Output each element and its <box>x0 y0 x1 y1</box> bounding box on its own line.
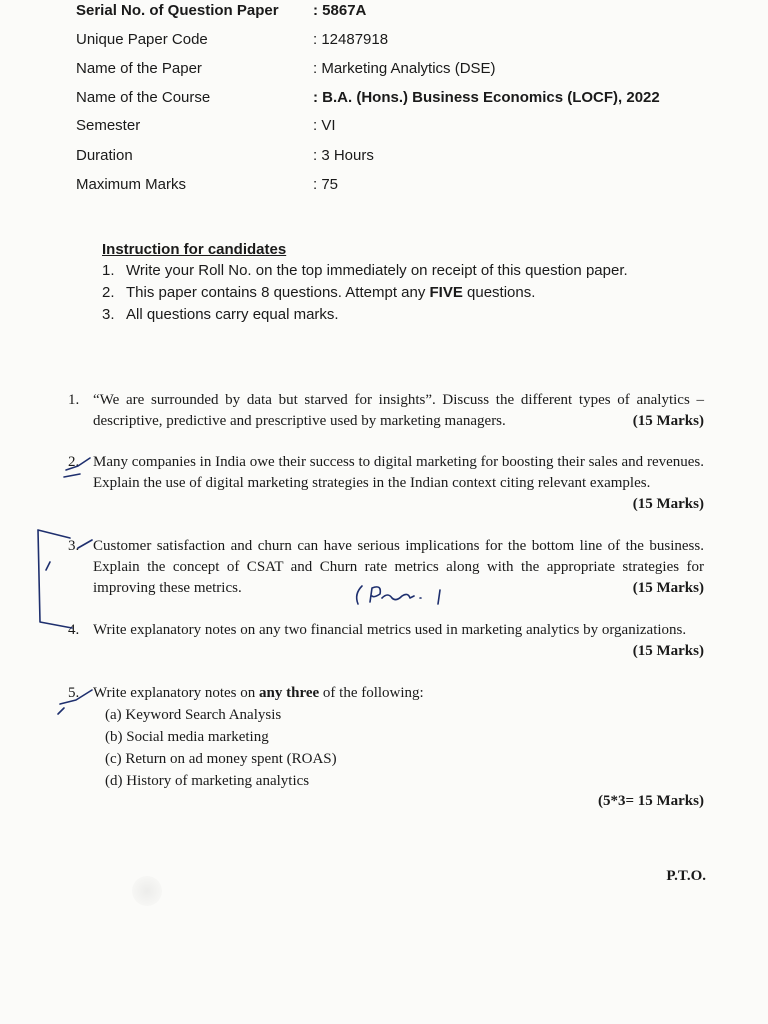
instruction-item <box>102 260 702 282</box>
q3-ink-dot <box>46 562 50 570</box>
instructions-list <box>102 260 702 326</box>
instruction-text: All questions carry equal marks. <box>126 306 339 323</box>
question-1 <box>68 390 704 432</box>
instruction-text: Write your Roll No. on the top immediately on receipt of this question paper. <box>126 262 628 279</box>
instruction-text-end: questions. <box>462 284 536 301</box>
question-text <box>93 620 704 659</box>
question-number: 2. <box>68 454 80 470</box>
pto-label: P.T.O. <box>666 868 706 884</box>
question-5-text-end: of the following: <box>319 685 424 701</box>
question-text <box>93 536 704 599</box>
question-number: 3. <box>68 538 80 554</box>
duration-row <box>76 145 736 167</box>
question-3 <box>68 536 704 599</box>
question-5-emphasis: any three <box>259 685 320 701</box>
sub-question-a: (a) Keyword Search Analysis <box>105 707 282 723</box>
paper-name-label: Name of the Paper <box>76 60 202 77</box>
instruction-number: 3. <box>102 306 115 323</box>
q5-ink-stroke <box>58 708 64 714</box>
course-name-row <box>76 87 736 109</box>
semester-value: : VI <box>313 117 336 134</box>
paper-name-row <box>76 58 736 80</box>
question-5 <box>68 683 704 813</box>
max-marks-label: Maximum Marks <box>76 176 187 193</box>
instruction-number: 2. <box>102 284 115 301</box>
question-number: 5. <box>68 685 80 701</box>
question-text <box>93 683 704 704</box>
q3-bracket-mark <box>38 530 72 628</box>
question-number: 4. <box>68 622 80 638</box>
instruction-item <box>102 282 702 304</box>
paper-code-label: Unique Paper Code <box>76 31 208 48</box>
sub-question-c: (c) Return on ad money spent (ROAS) <box>105 751 337 767</box>
question-number: 1. <box>68 392 80 408</box>
question-1-text: “We are surrounded by data but starved for insights”. Discuss the different types of analytics – descriptive, predictive and prescriptive used by marketing managers. <box>93 392 704 429</box>
instruction-text: This paper contains 8 questions. Attempt any <box>126 284 430 301</box>
paper-code-row <box>76 29 736 51</box>
semester-label: Semester <box>76 117 141 134</box>
serial-no-value: : 5867A <box>313 2 367 19</box>
question-2 <box>68 452 704 515</box>
max-marks-value: : 75 <box>313 176 339 193</box>
instruction-item <box>102 304 702 326</box>
instruction-emphasis: FIVE <box>429 284 463 301</box>
question-text <box>93 452 704 512</box>
course-name-value: : B.A. (Hons.) Business Economics (LOCF), 2022 <box>313 89 660 106</box>
question-marks: (5*3= 15 Marks) <box>597 793 704 809</box>
sub-question-d: (d) History of marketing analytics <box>105 773 310 789</box>
duration-label: Duration <box>76 147 133 164</box>
sub-question-b: (b) Social media marketing <box>105 729 269 745</box>
question-text <box>93 390 704 432</box>
instructions-title: Instruction for candidates <box>102 241 287 258</box>
question-4-text: Write explanatory notes on any two financial metrics used in marketing analytics by organizations. <box>93 622 687 638</box>
question-4 <box>68 620 704 662</box>
course-name-label: Name of the Course <box>76 89 211 106</box>
question-5-text: Write explanatory notes on <box>93 685 260 701</box>
question-2-text: Many companies in India owe their success to digital marketing for boosting their sales and revenues. Explain the use of digital marketing strategies in the Indian context citing relevant examples. <box>93 454 704 491</box>
instruction-number: 1. <box>102 262 115 279</box>
serial-no-label: Serial No. of Question Paper <box>76 2 279 19</box>
question-marks: (15 Marks) <box>632 496 704 512</box>
scan-smudge <box>132 876 162 906</box>
max-marks-row <box>76 174 736 196</box>
paper-code-value: : 12487918 <box>313 31 389 48</box>
duration-value: : 3 Hours <box>313 147 374 164</box>
question-3-text: Customer satisfaction and churn can have serious implications for the bottom line of the business. Explain the concept of CSAT and Churn rate metrics along with the appropriate strategies for improving these metrics. <box>93 538 704 596</box>
instructions-block <box>102 240 702 326</box>
paper-name-value: : Marketing Analytics (DSE) <box>313 60 496 77</box>
semester-row <box>76 115 736 137</box>
question-marks: (15 Marks) <box>632 580 704 596</box>
serial-no-row <box>76 0 736 22</box>
question-marks: (15 Marks) <box>632 413 704 429</box>
question-marks: (15 Marks) <box>632 643 704 659</box>
